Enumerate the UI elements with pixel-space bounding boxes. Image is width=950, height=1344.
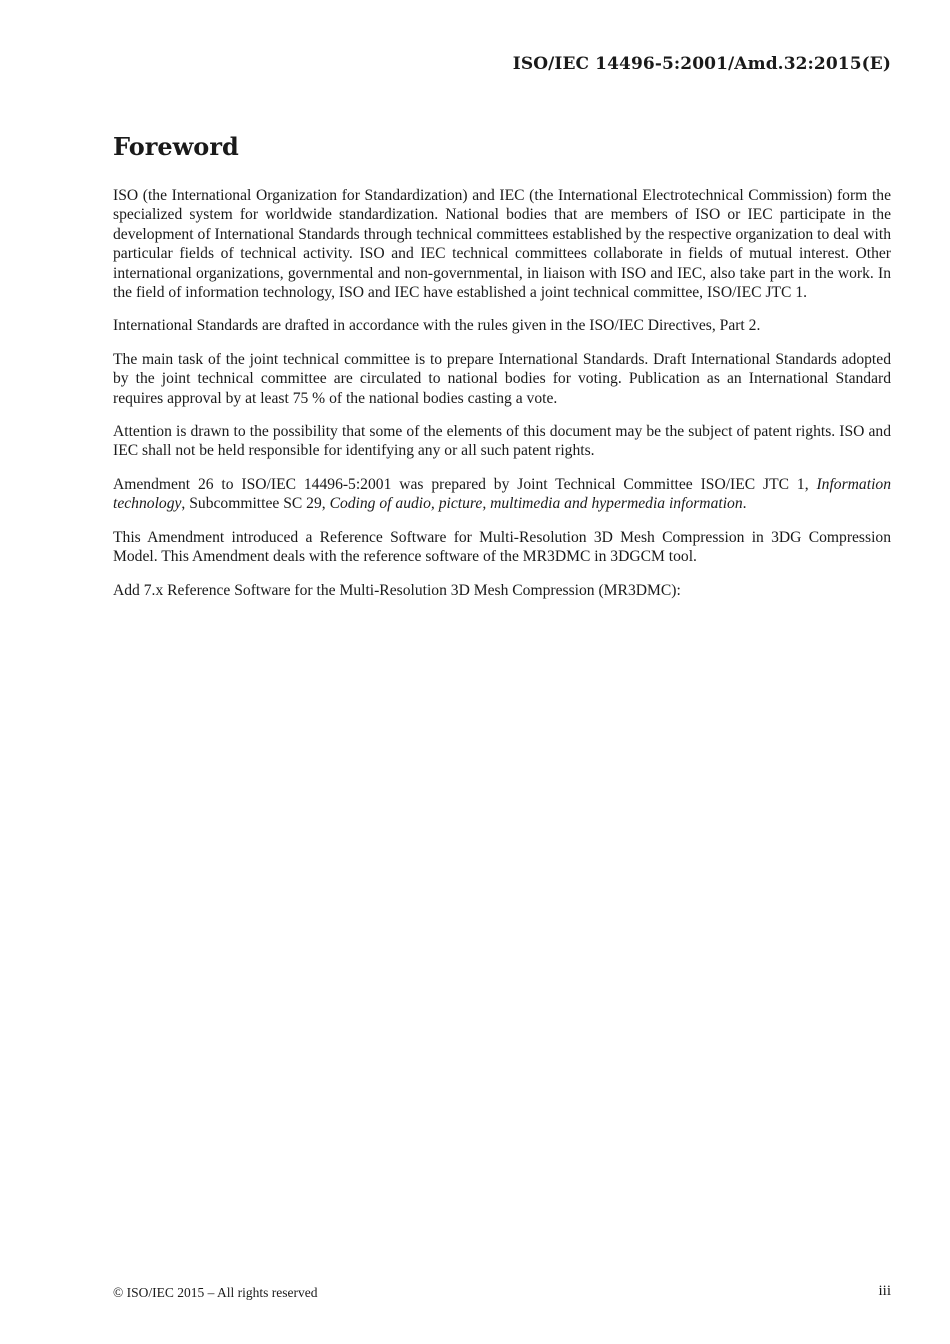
foreword-body: [113, 186, 891, 614]
amendment-text-2: , Subcommittee SC 29,: [181, 495, 330, 513]
amendment-text-1: Amendment 26 to ISO/IEC 14496-5:2001 was prepared by Joint Technical Committee ISO/IEC JTC 1,: [113, 475, 817, 493]
amendment-italic-it: Information technology: [113, 475, 891, 513]
amendment-italic-subcommittee: Coding of audio, picture, multimedia and hypermedia information: [329, 495, 743, 513]
paragraph-add-clause: Add 7.x Reference Software for the Multi-Resolution 3D Mesh Compression (MR3DMC):: [113, 581, 681, 599]
paragraph-patent-rights: Attention is drawn to the possibility that some of the elements of this document may be the subject of patent rights. ISO and IEC shall not be held responsible for identifying any or all such patent rights.: [113, 423, 891, 460]
paragraph-main-task: The main task of the joint technical committee is to prepare International Standards. Draft International Standards adopted by the joint technical committee are circulated to national bodies for voting. Publication as an International Standard requires approval by at least 75 % of the national bodies casting a vote.: [113, 350, 891, 407]
paragraph-directives: International Standards are drafted in accordance with the rules given in the ISO/IEC Directives, Part 2.: [113, 317, 761, 335]
amendment-text-3: .: [742, 495, 747, 513]
page-title: Foreword: [113, 132, 239, 161]
document-identifier: ISO/IEC 14496-5:2001/Amd.32:2015(E): [512, 54, 891, 74]
paragraph-amendment-prepared: [113, 475, 891, 514]
footer-page-number: iii: [878, 1283, 891, 1299]
paragraph-amendment-scope: This Amendment introduced a Reference Software for Multi-Resolution 3D Mesh Compression in 3DG Compression Model. This Amendment deals with the reference software of the MR3DMC in 3DGCM tool.: [113, 528, 891, 566]
paragraph-iso-iec-intro: ISO (the International Organization for Standardization) and IEC (the International Electrotechnical Commission) form the specialized system for worldwide standardization. National bodies that are members of ISO or IEC participate in the development of International Standards through technical committees established by the respective organization to deal with particular fields of technical activity. ISO and IEC technical committees collaborate in fields of mutual interest. Other international organizations, governmental and non-governmental, in liaison with ISO and IEC, also take part in the work. In the field of information technology, ISO and IEC have established a joint technical committee, ISO/IEC JTC 1.: [113, 187, 891, 302]
footer-copyright: © ISO/IEC 2015 – All rights reserved: [113, 1285, 318, 1300]
